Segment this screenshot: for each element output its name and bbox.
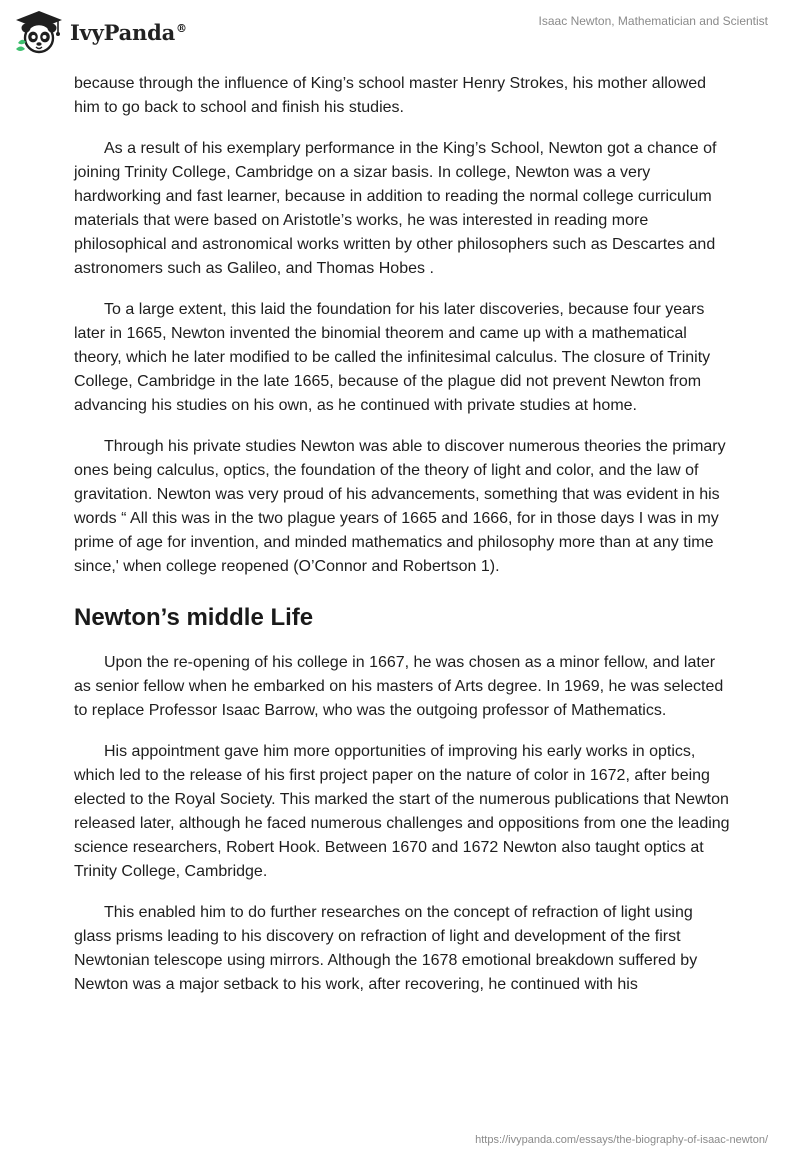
paragraph: Through his private studies Newton was able to discover numerous theories the primary ones being calculus, optics, the foundation of the theory of light and color, and the law of gravitation. Newton was very proud of his advancements, something that was evident in his words “ All this was in the two plague years of 1665 and 1666, for in those days I was in my prime of age for invention, and minded mathematics and philosophy more than at any time since,' when college reopened (O’Connor and Robertson 1).: [74, 438, 726, 575]
brand-name: IvyPanda®: [70, 19, 187, 45]
ivypanda-logo[interactable]: [14, 9, 187, 55]
source-url[interactable]: https://ivypanda.com/essays/the-biography-of-isaac-newton/: [475, 1134, 768, 1146]
essay-body: [74, 72, 734, 1014]
section-heading: Newton’s middle Life: [74, 604, 314, 631]
paragraph: His appointment gave him more opportunities of improving his early works in optics, which led to the release of his first project paper on the nature of color in 1672, after being elected to the Royal Society. This marked the start of the numerous publications that Newton released later, although he faced numerous challenges and oppositions from one the leading science researchers, Robert Hook. Between 1670 and 1672 Newton also taught optics at Trinity College, Cambridge.: [74, 743, 730, 880]
paragraph: because through the influence of King’s school master Henry Strokes, his mother allowed him to go back to school and finish his studies.: [74, 75, 707, 116]
paragraph: As a result of his exemplary performance in the King’s School, Newton got a chance of joining Trinity College, Cambridge on a sizar basis. In college, Newton was a very hardworking and fast learner, because in addition to reading the normal college curriculum materials that were based on Aristotle’s works, he was interested in reading more philosophical and astronomical works written by other philosophers such as Descartes and astronomers such as Galileo, and Thomas Hobes .: [74, 140, 717, 277]
page-header: [0, 0, 800, 70]
paragraph: To a large extent, this laid the foundation for his later discoveries, because four years later in 1665, Newton invented the binomial theorem and came up with a mathematical theory, which he later modified to be called the infinitesimal calculus. The closure of Trinity College, Cambridge in the late 1665, because of the plague did not prevent Newton from advancing his studies on his own, as he continued with private studies at home.: [74, 301, 711, 414]
document-title: Isaac Newton, Mathematician and Scientist: [538, 14, 768, 28]
panda-graduate-icon: [14, 9, 64, 55]
registered-mark: ®: [176, 21, 187, 35]
paragraph: This enabled him to do further researches on the concept of refraction of light using glass prisms leading to his discovery on refraction of light and development of the first Newtonian telescope using mirrors. Although the 1678 emotional breakdown suffered by Newton was a major setback to his work, after recovering, he continued with his: [74, 904, 698, 993]
paragraph: Upon the re-opening of his college in 1667, he was chosen as a minor fellow, and later as senior fellow when he embarked on his masters of Arts degree. In 1969, he was selected to replace Professor Isaac Barrow, who was the outgoing professor of Mathematics.: [74, 654, 724, 719]
